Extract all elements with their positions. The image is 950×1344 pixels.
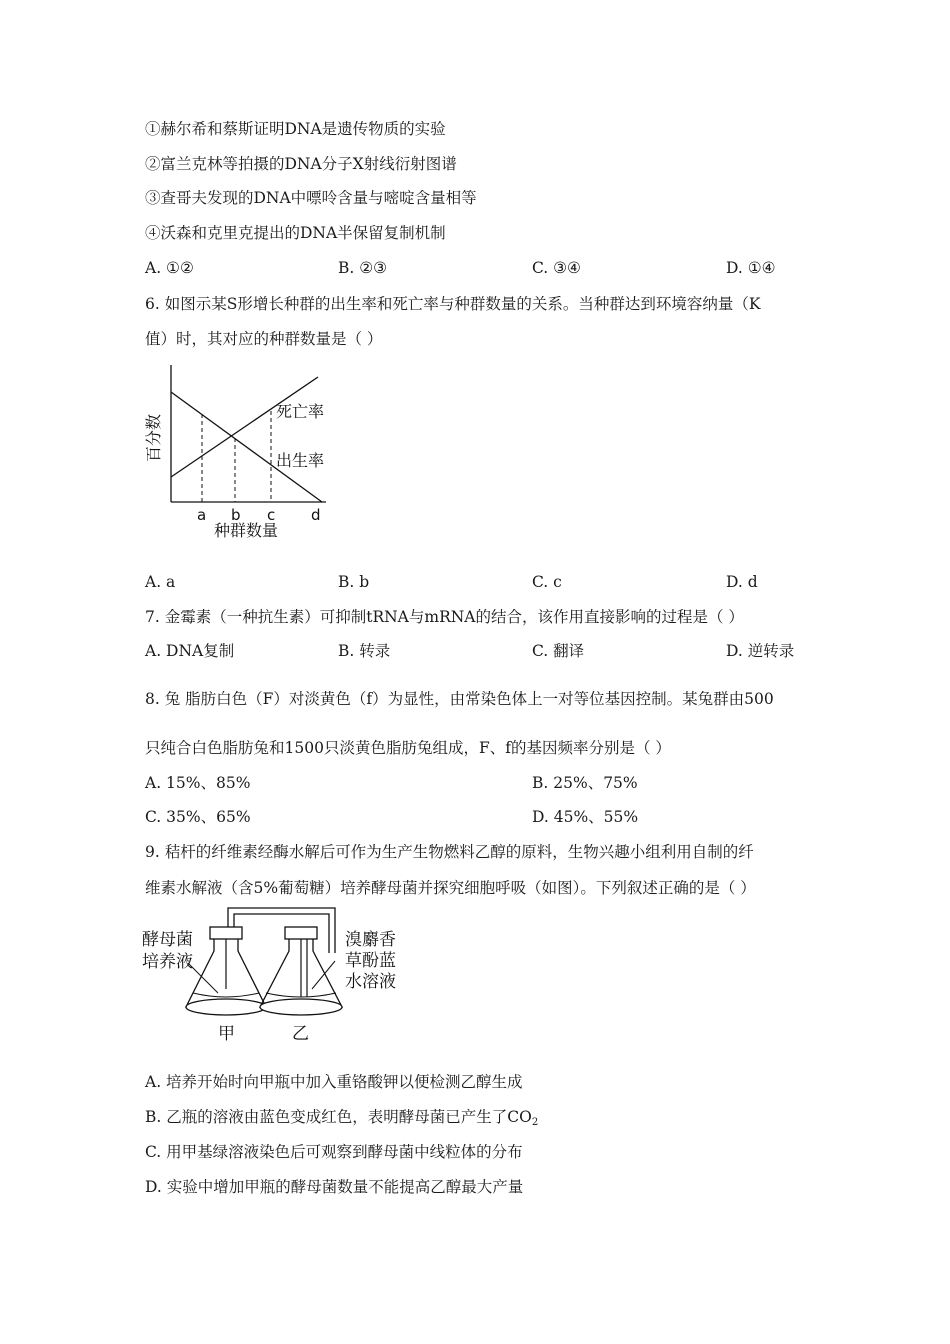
q8-option-c: C. 35%、65% [145, 808, 251, 826]
right-leader [312, 961, 335, 989]
q7-option-c: C. 翻译 [532, 642, 585, 660]
connecting-tube [228, 908, 335, 953]
q9-option-b [145, 1107, 538, 1133]
q7-option-a: A. DNA复制 [145, 642, 235, 660]
q5-item-4: ④沃森和克里克提出的DNA半保留复制机制 [145, 224, 446, 242]
flask-yi [260, 927, 342, 1015]
q5-option-c: C. ③④ [532, 259, 581, 277]
q9-option-b-text: B. 乙瓶的溶液由蓝色变成红色，表明酵母菌已产生了CO [145, 1108, 532, 1126]
q6-option-a: A. a [145, 573, 176, 591]
q6-stem-line2: 值）时，其对应的种群数量是（ ） [145, 330, 383, 348]
tick-b: b [231, 506, 241, 524]
q6-option-d: D. d [726, 573, 758, 591]
label-yeast-1: 酵母菌 [142, 930, 193, 950]
tick-a: a [197, 506, 207, 524]
q7-stem: 7. 金霉素（一种抗生素）可抑制tRNA与mRNA的结合，该作用直接影响的过程是（ ） [145, 608, 744, 626]
q9-stem-line2: 维素水解液（含5%葡萄糖）培养酵母菌并探究细胞呼吸（如图）。下列叙述正确的是（ ） [145, 879, 756, 897]
q6-figure [140, 360, 340, 545]
x-axis-label: 种群数量 [214, 521, 279, 540]
q9-option-a: A. 培养开始时向甲瓶中加入重铬酸钾以便检测乙醇生成 [145, 1073, 523, 1091]
q5-option-b: B. ②③ [338, 259, 388, 277]
q8-option-b: B. 25%、75% [532, 774, 638, 792]
label-btb-3: 水溶液 [345, 972, 396, 992]
q8-option-d: D. 45%、55% [532, 808, 639, 826]
label-btb-2: 草酚蓝 [345, 951, 396, 971]
q9-option-d: D. 实验中增加甲瓶的酵母菌数量不能提高乙醇最大产量 [145, 1178, 524, 1196]
q7-option-d: D. 逆转录 [726, 642, 795, 660]
flask-jia [186, 927, 266, 1015]
q9-option-c: C. 用甲基绿溶液染色后可观察到酵母菌中线粒体的分布 [145, 1143, 523, 1161]
q5-item-3: ③查哥夫发现的DNA中嘌呤含量与嘧啶含量相等 [145, 189, 477, 207]
q5-option-d: D. ①④ [726, 259, 776, 277]
q5-item-2: ②富兰克林等拍摄的DNA分子X射线衍射图谱 [145, 155, 457, 173]
q9-option-b-subscript: 2 [531, 1117, 539, 1128]
flask-yi-label: 乙 [292, 1024, 309, 1044]
q6-option-c: C. c [532, 573, 562, 591]
q9-stem-line1: 9. 秸杆的纤维素经酶水解后可作为生产生物燃料乙醇的原料，生物兴趣小组利用自制的纤 [145, 843, 754, 861]
q8-stem-line2: 只纯合白色脂肪兔和1500只淡黄色脂肪兔组成，F、f的基因频率分别是（ ） [145, 739, 671, 757]
label-btb-1: 溴麝香 [345, 930, 396, 950]
death-rate-label: 死亡率 [276, 402, 325, 421]
tick-c: c [267, 506, 276, 524]
flask-jia-label: 甲 [218, 1024, 235, 1044]
q6-stem-line1: 6. 如图示某S形增长种群的出生率和死亡率与种群数量的关系。当种群达到环境容纳量（K [145, 295, 761, 313]
label-yeast-2: 培养液 [142, 952, 193, 972]
tick-d: d [311, 506, 321, 524]
q7-option-b: B. 转录 [338, 642, 391, 660]
q5-option-a: A. ①② [145, 259, 194, 277]
birth-rate-label: 出生率 [276, 451, 325, 470]
q8-option-a: A. 15%、85% [145, 774, 251, 792]
y-axis-label: 百分数 [144, 413, 163, 462]
q9-figure [140, 905, 410, 1047]
q6-option-b: B. b [338, 573, 370, 591]
q8-stem-line1: 8. 兔 脂肪白色（F）对淡黄色（f）为显性，由常染色体上一对等位基因控制。某兔群由500 [145, 690, 774, 708]
q5-item-1: ①赫尔希和蔡斯证明DNA是遗传物质的实验 [145, 120, 446, 138]
